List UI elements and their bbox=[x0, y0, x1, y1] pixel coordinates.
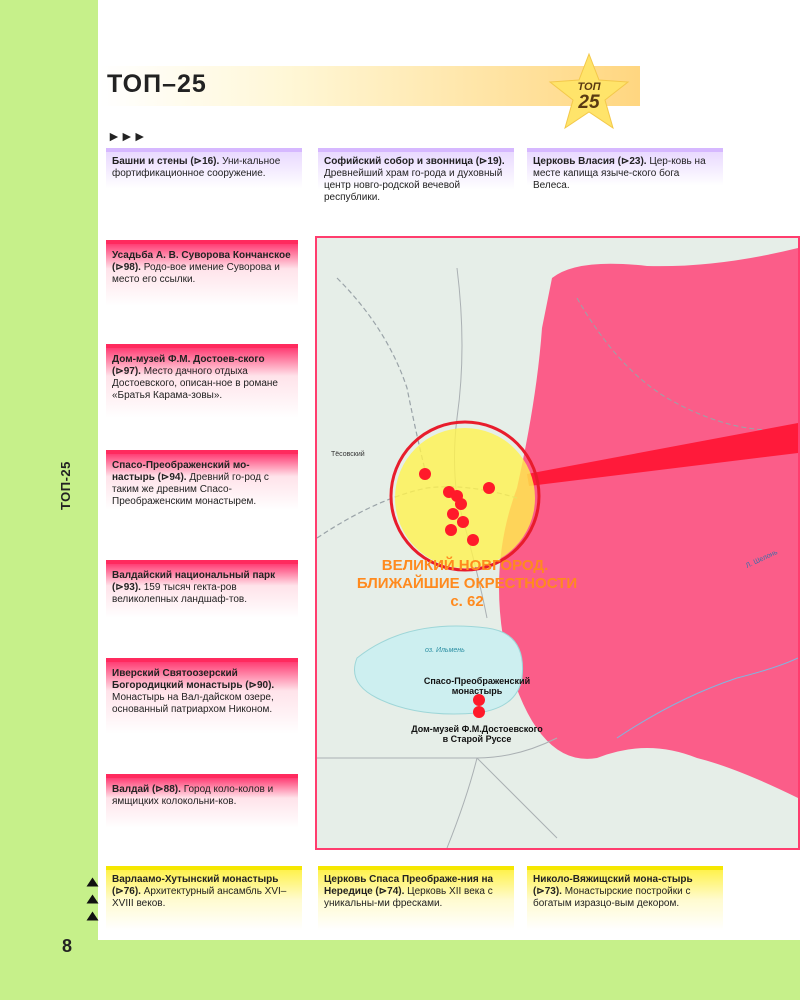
card-text: Место дачного отдыха Достоевского, описан-ное в романе «Братья Карама-зовы». bbox=[112, 366, 278, 401]
card-title: Дом-музей Ф.М. Достоев-ского (⊳97). bbox=[112, 354, 265, 377]
monastery-label-2: монастырь bbox=[451, 686, 503, 696]
region-map[interactable] bbox=[315, 236, 800, 850]
road bbox=[477, 758, 557, 838]
road bbox=[317, 738, 557, 758]
map-marker bbox=[457, 516, 469, 528]
callout-title-1: ВЕЛИКИЙ НОВГОРОД. bbox=[381, 557, 549, 574]
card-text: Архитектурный ансамбль XVI–XVIII веков. bbox=[112, 886, 287, 909]
map-marker bbox=[447, 508, 459, 520]
badge-line-2: 25 bbox=[578, 92, 600, 113]
card-title: Валдайский национальный парк (⊳93). bbox=[112, 570, 276, 593]
card-title: Церковь Власия (⊳23). bbox=[533, 156, 647, 167]
town-label: Тёсовский bbox=[331, 451, 365, 458]
left-sidebar-strip bbox=[0, 0, 98, 1000]
card-text: Древний го-род с таким же древним Спасо-Преображенским монастырем. bbox=[112, 472, 269, 507]
museum-label-1: Дом-музей Ф.М.Достоевского bbox=[411, 724, 543, 734]
top25-star-badge bbox=[548, 52, 630, 130]
card-title: Софийский собор и звонница (⊳19). bbox=[324, 156, 505, 167]
card-iversky[interactable] bbox=[106, 658, 298, 734]
card-title: Башни и стены (⊳16). bbox=[112, 156, 220, 167]
card-dostoevsky[interactable] bbox=[106, 344, 298, 418]
card-title: Иверский Святоозерский Богородицкий монастырь (⊳90). bbox=[112, 668, 275, 691]
map-marker bbox=[455, 498, 467, 510]
card-text: Цер-ковь на месте капища языче-ского бога Велеса. bbox=[533, 156, 706, 191]
triangle-marker-icon bbox=[87, 912, 99, 921]
monastery-label-1: Спасо-Преображенский bbox=[423, 676, 531, 686]
map-marker bbox=[483, 482, 495, 494]
map-svg bbox=[317, 238, 798, 848]
page-title: ТОП–25 bbox=[107, 70, 207, 98]
card-vyazhishchi[interactable] bbox=[527, 866, 723, 930]
map-marker bbox=[445, 524, 457, 536]
card-title: Усадьба А. В. Суворова Кончанское (⊳98). bbox=[112, 250, 291, 273]
card-text: Церковь XII века с уникальны-ми фресками. bbox=[324, 886, 493, 909]
card-title: Валдай (⊳88). bbox=[112, 784, 181, 795]
card-nereditsa[interactable] bbox=[318, 866, 514, 930]
card-title: Николо-Вяжищский мона-стырь (⊳73). bbox=[533, 874, 693, 897]
card-text: Город коло-колов и ямщицких колокольни-ков. bbox=[112, 784, 274, 807]
novgorod-spot bbox=[395, 428, 535, 568]
map-marker bbox=[467, 534, 479, 546]
card-sofia[interactable] bbox=[318, 148, 514, 206]
region-highlight bbox=[499, 248, 798, 798]
bottom-band bbox=[0, 940, 800, 1000]
page-number: 8 bbox=[62, 936, 73, 956]
road bbox=[447, 758, 477, 848]
lake-label: оз. Ильмень bbox=[425, 647, 465, 654]
card-text: Монастырь на Вал-дайском озере, основанный патриархом Никоном. bbox=[112, 692, 274, 715]
card-vlasiya[interactable] bbox=[527, 148, 723, 200]
card-title: Варлаамо-Хутынский монастырь (⊳76). bbox=[112, 874, 279, 897]
card-suvorov[interactable] bbox=[106, 240, 298, 306]
lake-ilmen bbox=[355, 626, 523, 714]
card-varlaamo[interactable] bbox=[106, 866, 302, 930]
map-marker bbox=[419, 468, 431, 480]
triangle-marker-icon bbox=[87, 878, 99, 887]
road bbox=[337, 278, 427, 478]
card-spaso[interactable] bbox=[106, 450, 298, 510]
card-title: Церковь Спаса Преображе-ния на Нередице (⊳74). bbox=[324, 874, 494, 897]
page-number-box bbox=[0, 928, 98, 968]
side-section-label: ТОП-25 bbox=[58, 461, 73, 510]
triangle-marker-icon bbox=[87, 895, 99, 904]
card-text: Древнейший храм го-рода и духовный центр новго-родской вечевой республики. bbox=[324, 168, 503, 203]
card-text: Монастырские постройки с богатым изразцо-вым декором. bbox=[533, 886, 691, 909]
museum-label-2: в Старой Руссе bbox=[442, 734, 512, 744]
card-bashni[interactable] bbox=[106, 148, 302, 204]
badge-line-1: ТОП bbox=[577, 81, 601, 93]
card-valdai-park[interactable] bbox=[106, 560, 298, 618]
card-valdai[interactable] bbox=[106, 774, 298, 828]
river-label: Л. Шелонь bbox=[744, 549, 779, 570]
callout-title-2: БЛИЖАЙШИЕ ОКРЕСТНОСТИ bbox=[356, 575, 578, 592]
card-title: Спасо-Преображенский мо-настырь (⊳94). bbox=[112, 460, 250, 483]
callout-page: с. 62 bbox=[450, 593, 484, 610]
arrow-marks: ►►► bbox=[107, 128, 146, 144]
card-text: 159 тысяч гекта-ров великолепных ландшаф-тов. bbox=[112, 582, 247, 605]
card-text: Уни-кальное фортификационное сооружение. bbox=[112, 156, 281, 179]
map-marker bbox=[473, 706, 485, 718]
card-text: Родо-вое имение Суворова и место его ссылки. bbox=[112, 262, 280, 285]
